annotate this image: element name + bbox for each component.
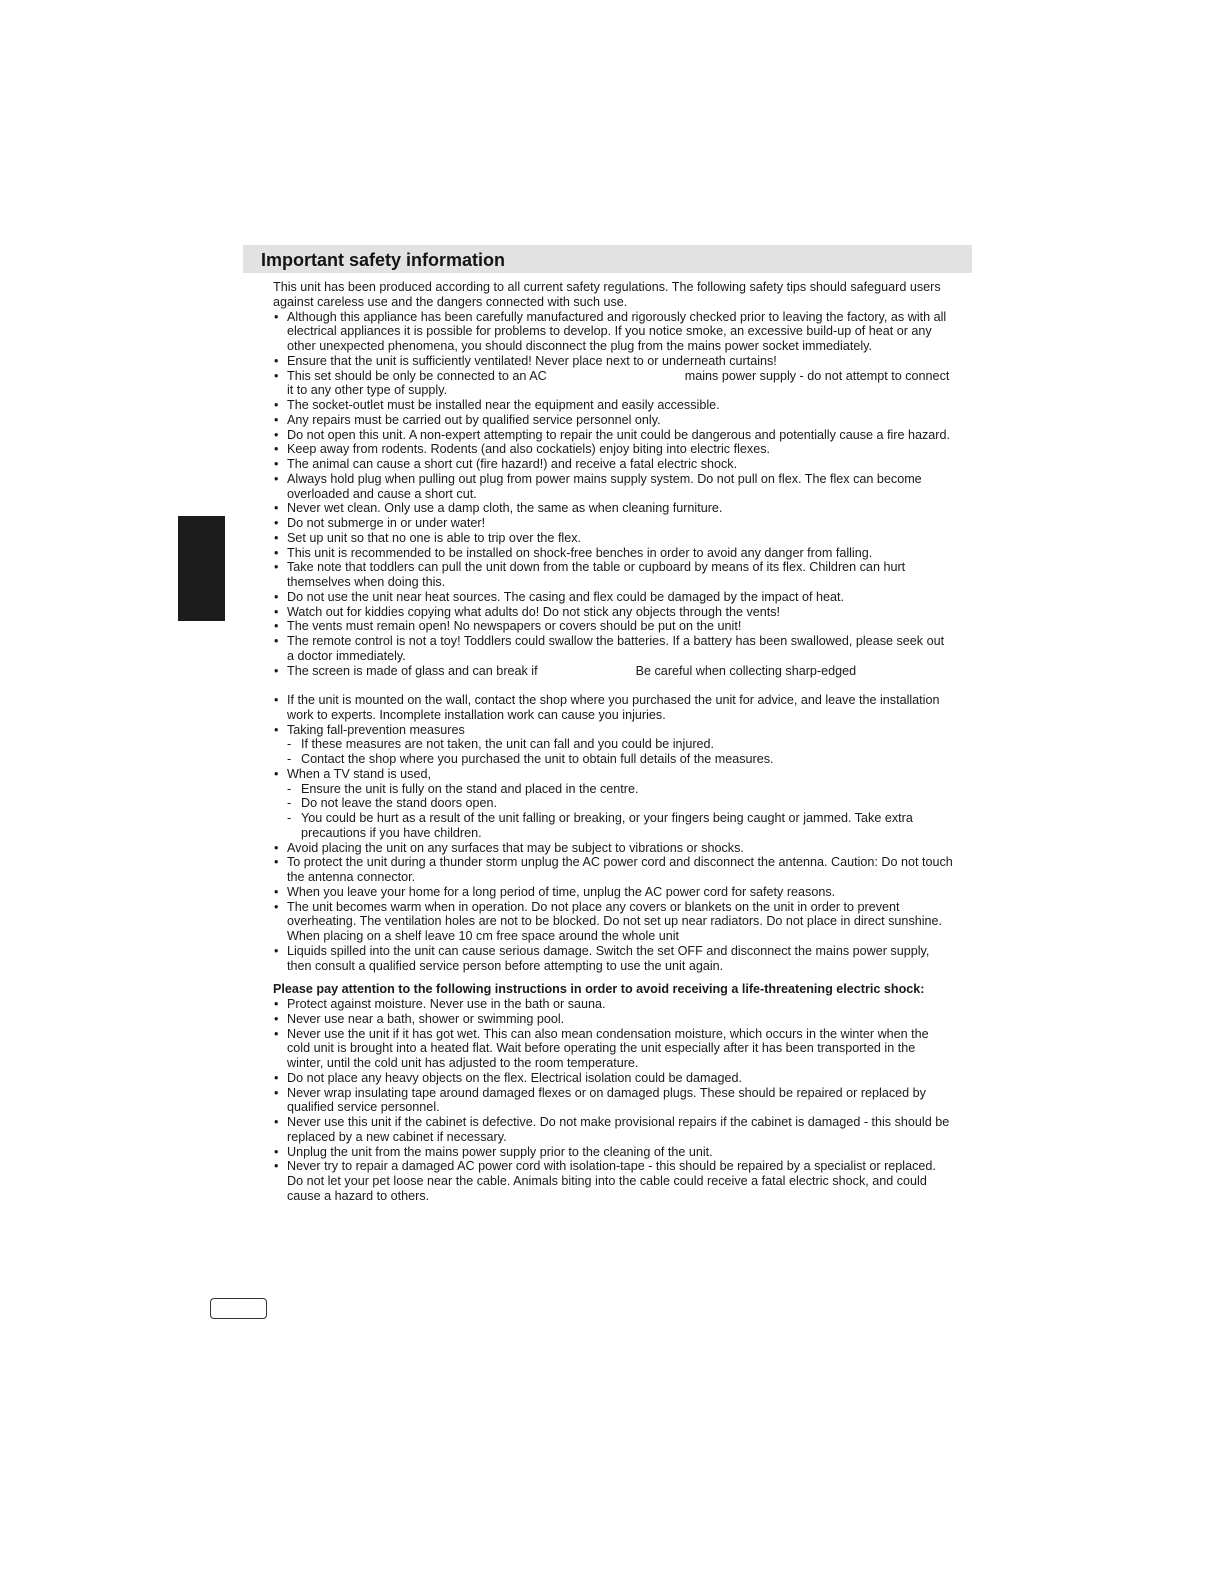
list-item-ac-supply — [273, 369, 953, 399]
shock-list — [273, 997, 953, 1204]
tv-stand-sublist — [287, 782, 953, 841]
ac-text-start: This set should be only be connected to an AC — [287, 368, 547, 383]
list-item: • Never try to repair a damaged AC power cord with isolation-tape - this should be repaired by a specialist or replaced. Do not let your pet loose near the cable. Animals biting into the cable could receive a fatal electric shock, and could cause a hazard to others. — [273, 1159, 953, 1203]
list-item: • Protect against moisture. Never use in the bath or sauna. — [273, 997, 953, 1012]
list-item: • The animal can cause a short cut (fire hazard!) and receive a fatal electric shock. — [273, 457, 953, 472]
list-item: • When you leave your home for a long period of time, unplug the AC power cord for safety reasons. — [273, 885, 953, 900]
list-item: • Keep away from rodents. Rodents (and also cockatiels) enjoy biting into electric flexes. — [273, 442, 953, 457]
list-item: • Do not open this unit. A non-expert attempting to repair the unit could be dangerous and potentially cause a fire hazard. — [273, 428, 953, 443]
list-item: • The socket-outlet must be installed near the equipment and easily accessible. — [273, 398, 953, 413]
list-item: • Never wrap insulating tape around damaged flexes or on damaged plugs. These should be repaired or replaced by qualified service personnel. — [273, 1086, 953, 1116]
glass-text-end: Be careful when collecting sharp-edged — [635, 663, 857, 678]
list-item: • Ensure that the unit is sufficiently ventilated! Never place next to or underneath curtains! — [273, 354, 953, 369]
list-item: • Although this appliance has been carefully manufactured and rigorously checked prior to leaving the factory, as with all electrical appliances it is possible for problems to develop. If you notice smoke, an excessive build-up of heat or any other unexpected phenomena, you should disconnect the plug from the mains power socket immediately. — [273, 310, 953, 354]
side-tab-marker — [178, 516, 225, 621]
list-item: • Any repairs must be carried out by qualified service personnel only. — [273, 413, 953, 428]
list-item: • The remote control is not a toy! Toddlers could swallow the batteries. If a battery has been swallowed, please seek out a doctor immediately. — [273, 634, 953, 664]
list-item-tv-stand — [273, 767, 953, 841]
shock-warning-heading: Please pay attention to the following instructions in order to avoid receiving a life-threatening electric shock: — [273, 982, 925, 997]
intro-paragraph: This unit has been produced according to all current safety regulations. The following safety tips should safeguard users against careless use and the dangers connected with such use. — [273, 280, 941, 309]
safety-list — [273, 310, 953, 974]
list-item: • The unit becomes warm when in operation. Do not place any covers or blankets on the unit in order to prevent overheating. The ventilation holes are not to be blocked. Do not set up near radiators. Do not place in direct sunshine. When placing on a shelf leave 10 cm free space around the whole unit — [273, 900, 953, 944]
glass-text-start: The screen is made of glass and can break if — [287, 663, 538, 678]
fall-prevention-sublist — [287, 737, 953, 767]
list-item: • To protect the unit during a thunder storm unplug the AC power cord and disconnect the antenna. Caution: Do not touch the antenna connector. — [273, 855, 953, 885]
list-item: • Watch out for kiddies copying what adults do! Do not stick any objects through the vents! — [273, 605, 953, 620]
list-item: • Never use near a bath, shower or swimming pool. — [273, 1012, 953, 1027]
list-item-glass-screen — [273, 664, 953, 694]
list-item: • If the unit is mounted on the wall, contact the shop where you purchased the unit for advice, and leave the installation work to experts. Incomplete installation work can cause you injuries. — [273, 693, 953, 723]
page-title: Important safety information — [261, 250, 506, 270]
sub-list-item: - Ensure the unit is fully on the stand and placed in the centre. — [287, 782, 953, 797]
list-item: • Avoid placing the unit on any surfaces that may be subject to vibrations or shocks. — [273, 841, 953, 856]
list-item: • Never use this unit if the cabinet is defective. Do not make provisional repairs if the cabinet is damaged - this should be replaced by a new cabinet if necessary. — [273, 1115, 953, 1145]
list-item: • Never use the unit if it has got wet. This can also mean condensation moisture, which occurs in the winter when the cold unit is brought into a heated flat. Wait before operating the unit especially after it has been transported in the winter, until the cold unit has adjusted to the room temperature. — [273, 1027, 953, 1071]
safety-content — [273, 280, 953, 1204]
sub-list-item: - If these measures are not taken, the unit can fall and you could be injured. — [287, 737, 953, 752]
list-item: • Do not use the unit near heat sources. The casing and flex could be damaged by the impact of heat. — [273, 590, 953, 605]
list-item: • Never wet clean. Only use a damp cloth, the same as when cleaning furniture. — [273, 501, 953, 516]
sub-list-item: - Do not leave the stand doors open. — [287, 796, 953, 811]
fall-prevention-label: Taking fall-prevention measures — [287, 722, 465, 737]
list-item: • The vents must remain open! No newspapers or covers should be put on the unit! — [273, 619, 953, 634]
list-item: • Always hold plug when pulling out plug from power mains supply system. Do not pull on flex. The flex can become overloaded and cause a short cut. — [273, 472, 953, 502]
list-item-fall-prevention — [273, 723, 953, 767]
sub-list-item: - Contact the shop where you purchased the unit to obtain full details of the measures. — [287, 752, 953, 767]
list-item: • Take note that toddlers can pull the unit down from the table or cupboard by means of its flex. Children can hurt themselves when doing this. — [273, 560, 953, 590]
section-header-bar — [243, 245, 972, 273]
page-number-box — [210, 1298, 267, 1319]
ac-text-end: mains power supply - do not attempt to connect it to any other type of supply. — [287, 368, 950, 398]
list-item: • This unit is recommended to be installed on shock-free benches in order to avoid any danger from falling. — [273, 546, 953, 561]
list-item: • Unplug the unit from the mains power supply prior to the cleaning of the unit. — [273, 1145, 953, 1160]
list-item: • Set up unit so that no one is able to trip over the flex. — [273, 531, 953, 546]
list-item: • Liquids spilled into the unit can cause serious damage. Switch the set OFF and disconnect the mains power supply, then consult a qualified service person before attempting to use the unit again. — [273, 944, 953, 974]
sub-list-item: - You could be hurt as a result of the unit falling or breaking, or your fingers being caught or jammed. Take extra precautions if you have children. — [287, 811, 953, 841]
list-item: • Do not submerge in or under water! — [273, 516, 953, 531]
tv-stand-label: When a TV stand is used, — [287, 766, 431, 781]
list-item: • Do not place any heavy objects on the flex. Electrical isolation could be damaged. — [273, 1071, 953, 1086]
